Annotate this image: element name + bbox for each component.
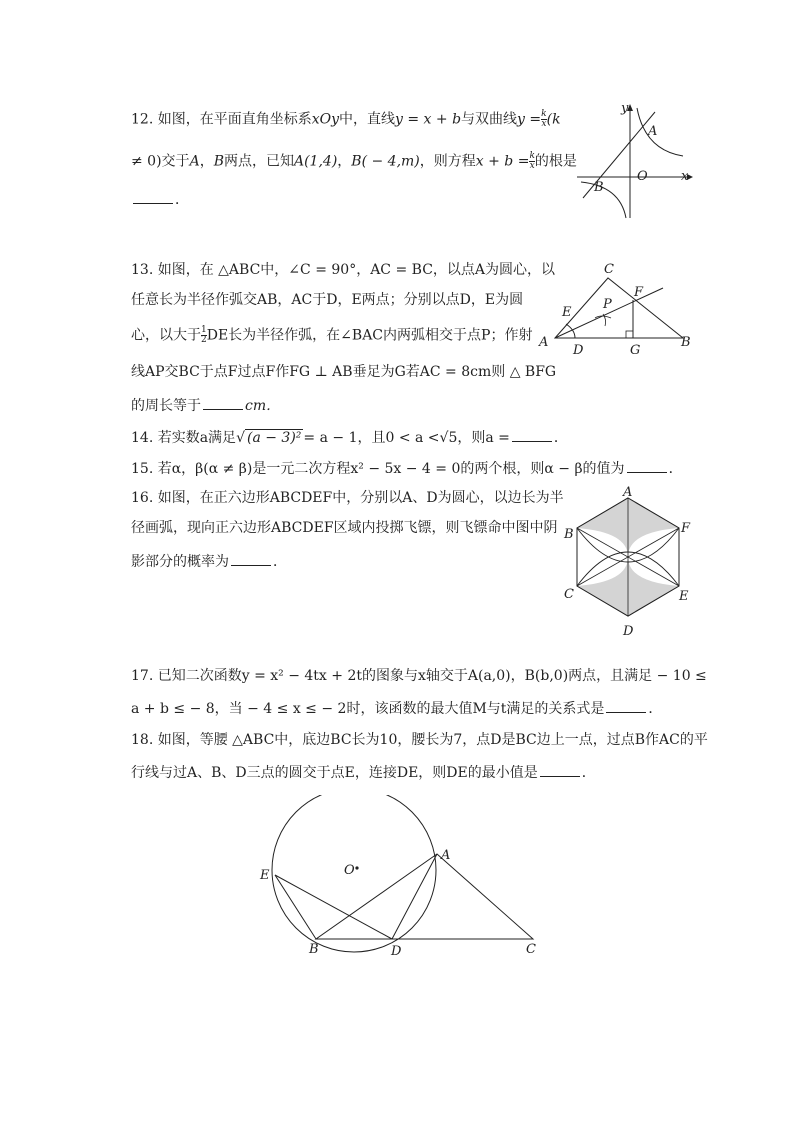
q17-line1: [131, 668, 707, 684]
q16-label-a: A: [623, 486, 633, 500]
q16-label-e: E: [679, 589, 689, 604]
q18-label-o: O: [344, 863, 355, 878]
q12-line3: [131, 190, 189, 208]
q12-l2-j: x + b =: [475, 153, 530, 170]
q12-frac-num: k: [541, 109, 547, 119]
q16-text-3b: ．: [273, 554, 287, 570]
q12-label-b: B: [594, 180, 604, 195]
q17-text-2b: ．: [648, 701, 663, 717]
q15-text-a: 15. 若α，β(α ≠ β)是一元二次方程x² − 5x − 4 = 0的两个根，则α − β的值为: [131, 461, 625, 477]
q13-label-d: D: [573, 343, 584, 358]
q12-text-g: (k: [546, 111, 561, 128]
q16-line2: [131, 520, 558, 536]
q16-text-2: 径画弧，现向正六边形ABCDEF区域内投掷飞镖，则飞镖命中图中阴: [131, 520, 558, 536]
q12-l2-k: 的根是: [534, 153, 577, 170]
q18-label-c: C: [526, 942, 536, 957]
q12-text-b: xOy: [311, 111, 340, 128]
q12-label-o: O: [637, 169, 648, 184]
q13-label-e: E: [562, 305, 572, 320]
q13-label-a: A: [539, 335, 549, 350]
q13-text-4: 线AP交BC于点F过点F作FG ⊥ AB垂足为G若AC = 8cm则 △ BFG: [131, 364, 557, 380]
q16-label-b: B: [564, 527, 574, 542]
q18-center-dot: [355, 866, 358, 869]
q17-answer-blank[interactable]: [606, 699, 646, 713]
q13-label-g: G: [630, 343, 641, 358]
q13-text-5a: 的周长等于: [131, 398, 201, 414]
q12-text-e: 与双曲线: [461, 111, 518, 128]
q12-l2-b: A: [189, 153, 200, 170]
q12-l2-e: 两点，已知: [223, 153, 294, 170]
q12-label-y: y: [621, 101, 629, 116]
q12-line2: [131, 152, 577, 171]
q17-text-1: 17. 已知二次函数y = x² − 4tx + 2t的图象与x轴交于A(a,0)，B(b,0)两点，且满足 − 10 ≤: [131, 668, 707, 684]
q12-l2-f: A(1,4): [293, 153, 338, 170]
q12-text-a: 12. 如图，在平面直角坐标系: [131, 111, 312, 128]
q13-line5: [131, 396, 280, 414]
q16-label-c: C: [564, 587, 574, 602]
q13-frac-num: 1: [201, 325, 207, 335]
q13-text-2: 任意长为半径作弧交AB，AC于D，E两点；分别以点D，E为圆: [131, 292, 524, 308]
q14-text-d: ，则a =: [457, 430, 510, 446]
q13-line4: [131, 364, 556, 380]
q14-text-e: ．: [553, 430, 568, 446]
q12-text-d: y = x + b: [395, 111, 462, 128]
q13-text-3a: 心，以大于: [131, 327, 201, 344]
q16-answer-blank[interactable]: [231, 552, 271, 566]
q13-text-3b: DE长为半径作弧，在∠BAC内两弧相交于点P；作射: [206, 327, 533, 344]
q18-label-a: A: [441, 848, 451, 863]
q18-text-2a: 行线与过A、B、D三点的圆交于点E，连接DE，则DE的最小值是: [131, 765, 538, 781]
q18-text-1: 18. 如图，等腰 △ABC中，底边BC长为10，腰长为7，点D是BC边上一点，过点B作AC的平: [131, 732, 708, 748]
q12-l2-a: ≠ 0)交于: [131, 153, 190, 170]
q12-frac-den: x: [541, 119, 547, 129]
q14-text-a: 14. 若实数a满足: [131, 430, 237, 446]
q15-text-b: ．: [668, 461, 683, 477]
q14-answer-blank[interactable]: [512, 428, 552, 442]
q12-l2-g: ，: [337, 153, 352, 170]
q13-line2: [131, 292, 523, 308]
q12-frac2-num: k: [529, 151, 535, 161]
q13-line1: [131, 262, 555, 278]
q12-line1: [131, 110, 561, 129]
q13-right-angle-mark: [626, 331, 633, 338]
q12-figure: [575, 100, 695, 222]
q14-line: 14. 若实数a满足√ (a − 3)² = a − 1，且0 < a <√5，则a = ．: [131, 430, 568, 446]
q12-hyperbola-1: [637, 108, 683, 156]
q13-line3: [131, 326, 532, 345]
q13-text-1: 13. 如图，在 △ABC中，∠C = 90°，AC = BC，以点A为圆心，以: [131, 262, 556, 278]
q13-answer-blank[interactable]: [203, 396, 243, 410]
q13-arc-p2: [595, 316, 611, 318]
q18-line2: [131, 763, 596, 781]
q12-l3-end: ．: [175, 192, 189, 208]
q16-label-d: D: [623, 624, 634, 639]
q13-label-p: P: [603, 297, 612, 312]
q18-line1: [131, 732, 708, 748]
q18-figure: [255, 795, 545, 960]
q12-frac2-den: x: [529, 161, 535, 171]
q18-label-b: B: [309, 942, 319, 957]
q18-label-d: D: [391, 944, 402, 959]
q12-answer-blank[interactable]: [133, 190, 173, 204]
q17-text-2a: a + b ≤ − 8，当 − 4 ≤ x ≤ − 2时，该函数的最大值M与t满足的关系式是: [131, 701, 605, 717]
q16-text-3a: 影部分的概率为: [131, 554, 229, 570]
q16-text-1: 16. 如图，在正六边形ABCDEF中，分别以A、D为圆心，以边长为半: [131, 490, 564, 506]
q13-frac-den: 2: [201, 335, 207, 345]
q14-radicand: (a − 3)²: [246, 430, 302, 446]
q18-label-e: E: [260, 868, 270, 883]
q15-line: [131, 459, 683, 477]
q13-text-5b: cm．: [245, 398, 281, 414]
q18-segment-de: [275, 875, 392, 939]
q13-label-f: F: [634, 285, 644, 300]
q15-answer-blank[interactable]: [627, 459, 667, 473]
q12-label-x: x: [681, 169, 689, 184]
q12-text-c: 中，直线: [339, 111, 396, 128]
q13-label-b: B: [681, 335, 691, 350]
q12-l2-c: ，: [199, 153, 214, 170]
q16-line3: [131, 552, 287, 570]
q12-text-f: y =: [517, 111, 542, 128]
q16-label-f: F: [681, 521, 691, 536]
q12-l2-i: ，则方程: [419, 153, 476, 170]
q16-figure: [560, 486, 695, 640]
q18-answer-blank[interactable]: [540, 763, 580, 777]
q14-sqrt5: √5: [439, 430, 458, 446]
q12-label-a: A: [648, 124, 658, 139]
q14-text-b: = a − 1，且0 < a <: [303, 430, 440, 446]
q13-figure: [535, 258, 695, 358]
q13-label-c: C: [604, 262, 614, 277]
q12-l2-d: B: [213, 153, 224, 170]
q18-segment-ad: [392, 854, 437, 939]
q12-l2-h: B( − 4,m): [351, 153, 420, 170]
q16-line1: [131, 490, 564, 506]
q18-text-2b: ．: [581, 765, 596, 781]
q17-line2: [131, 699, 662, 717]
